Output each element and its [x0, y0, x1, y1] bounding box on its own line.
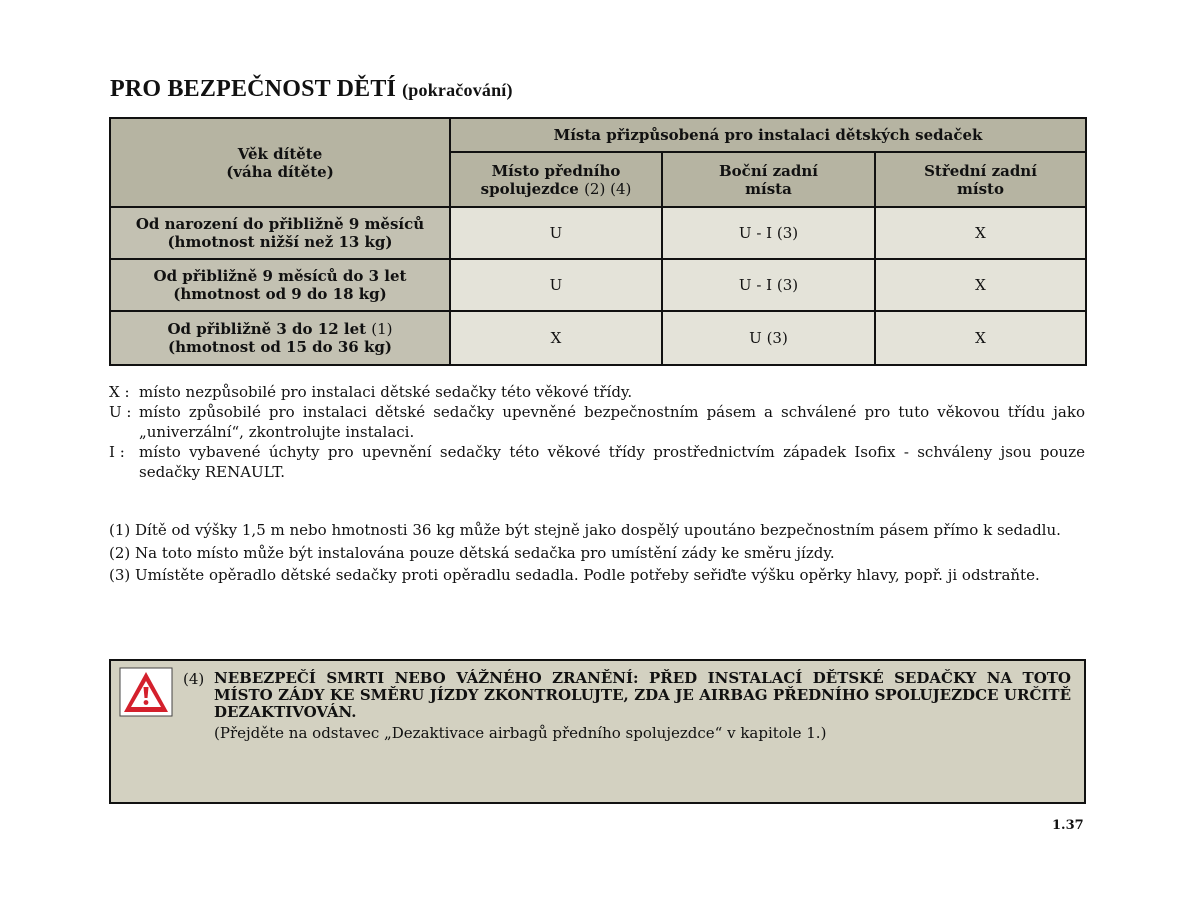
- legend-key: I :: [109, 443, 125, 461]
- table-cell: X: [875, 259, 1086, 311]
- legend-text: místo nezpůsobilé pro instalaci dětské sedačky této věkové třídy.: [139, 383, 633, 401]
- table-cell: X: [450, 311, 662, 365]
- table-row: [110, 207, 1086, 259]
- table-row: [110, 311, 1086, 365]
- age-group-cell: Od narození do přibližně 9 měsíců (hmotnost nižší než 13 kg): [110, 207, 450, 259]
- warning-number: (4): [183, 670, 205, 688]
- age-group-cell: Od přibližně 3 do 12 let (1) (hmotnost od 15 do 36 kg): [110, 311, 450, 365]
- warning-content: [214, 670, 1071, 742]
- legend: [109, 382, 1085, 482]
- column-header-front-passenger: Místo předního spolujezdce (2) (4): [450, 152, 662, 207]
- footnote: (3) Umístěte opěradlo dětské sedačky proti opěradlu sedadla. Podle potřeby seřiďte výšku opěrky hlavy, popř. ji odstraňte.: [109, 566, 1040, 584]
- legend-key: U :: [109, 403, 132, 421]
- page-number: 1.37: [1052, 818, 1084, 833]
- legend-item: [109, 402, 1085, 442]
- age-header-line2: (váha dítěte): [226, 162, 334, 181]
- column-header-rear-center: Střední zadní místo: [875, 152, 1086, 207]
- warning-reference: (Přejděte na odstavec „Dezaktivace airbagů předního spolujezdce“ v kapitole 1.): [214, 724, 827, 742]
- footnote: (1) Dítě od výšky 1,5 m nebo hmotnosti 36 kg může být stejně jako dospělý upoutáno bezpečnostním pásem přímo k sedadlu.: [109, 521, 1061, 539]
- warning-triangle-icon: [119, 667, 173, 717]
- table-row: [110, 259, 1086, 311]
- footnotes: [109, 519, 1089, 587]
- table-cell: U (3): [662, 311, 875, 365]
- seat-group-header: Místa přizpůsobená pro instalaci dětských sedaček: [450, 118, 1086, 152]
- age-header-line1: Věk dítěte: [237, 144, 323, 163]
- column-header-refs: (2) (4): [584, 179, 632, 198]
- table-cell: X: [875, 207, 1086, 259]
- legend-text: místo vybavené úchyty pro upevnění sedačky této věkové třídy prostřednictvím západek Isofix - schváleny jsou pouze sedačky RENAULT.: [139, 443, 1085, 481]
- table-cell: U - I (3): [662, 259, 875, 311]
- title-suffix: (pokračování): [402, 80, 513, 100]
- title-main: PRO BEZPEČNOST DĚTÍ: [110, 76, 397, 102]
- table-cell: U: [450, 207, 662, 259]
- legend-key: X :: [109, 383, 130, 401]
- footnote: (2) Na toto místo může být instalována pouze dětská sedačka pro umístění zády ke směru jízdy.: [109, 543, 835, 562]
- age-header: [110, 118, 450, 207]
- age-ref: (1): [371, 320, 393, 338]
- legend-text: místo způsobilé pro instalaci dětské sedačky upevněné bezpečnostním pásem a schválené pro tuto věkovou třídu jako „univerzální“, zkontrolujte instalaci.: [139, 403, 1085, 441]
- child-seat-table: [109, 117, 1087, 366]
- table-cell: U - I (3): [662, 207, 875, 259]
- table-cell: X: [875, 311, 1086, 365]
- warning-bold-text: NEBEZPEČÍ SMRTI NEBO VÁŽNÉHO ZRANĚNÍ: PŘED INSTALACÍ DĚTSKÉ SEDAČKY NA TOTO MÍSTO ZÁDY KE SMĚRU JÍZDY ZKONTROLUJTE, ZDA JE AIRBAG PŘEDNÍHO SPOLUJEZDCE URČITĚ DEZAKTIVOVÁN.: [214, 669, 1071, 721]
- page-title: [110, 76, 513, 103]
- legend-item: [109, 442, 1085, 482]
- age-group-cell: Od přibližně 9 měsíců do 3 let (hmotnost od 9 do 18 kg): [110, 259, 450, 311]
- legend-item: [109, 382, 1085, 402]
- table-cell: U: [450, 259, 662, 311]
- column-header-rear-side: Boční zadní místa: [662, 152, 875, 207]
- warning-box: [109, 659, 1086, 804]
